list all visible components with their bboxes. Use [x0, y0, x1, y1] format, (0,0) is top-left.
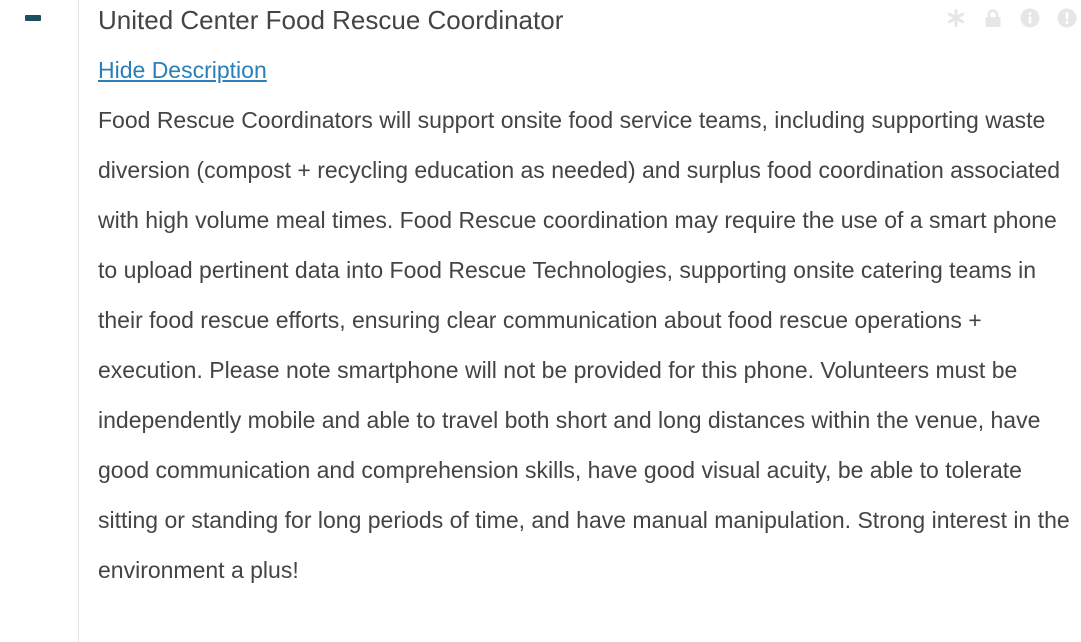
item-details	[98, 0, 1073, 595]
item-description: Food Rescue Coordinators will support onsite food service teams, including supporting waste diversion (compost + recycling education as needed) and surplus food coordination associated with high volume meal times. Food Rescue coordination may require the use of a smart phone to upload pertinent data into Food Rescue Technologies, supporting onsite catering teams in their food rescue efforts, ensuring clear communication about food rescue operations + execution. Please note smartphone will not be provided for this phone. Volunteers must be independently mobile and able to travel both short and long distances within the venue, have good communication and comprehension skills, have good visual acuity, be able to tolerate sitting or standing for long periods of time, and have manual manipulation. Strong interest in the environment a plus!	[98, 107, 1070, 583]
hide-description-link[interactable]: Hide Description	[98, 57, 267, 83]
alert-icon	[1057, 8, 1077, 28]
asterisk-icon	[946, 8, 966, 28]
divider-line	[78, 0, 79, 642]
lock-icon	[983, 8, 1003, 28]
info-icon	[1020, 8, 1040, 28]
status-icons	[946, 8, 1077, 28]
collapse-toggle-button[interactable]	[25, 15, 41, 21]
item-title: United Center Food Rescue Coordinator	[98, 5, 564, 35]
